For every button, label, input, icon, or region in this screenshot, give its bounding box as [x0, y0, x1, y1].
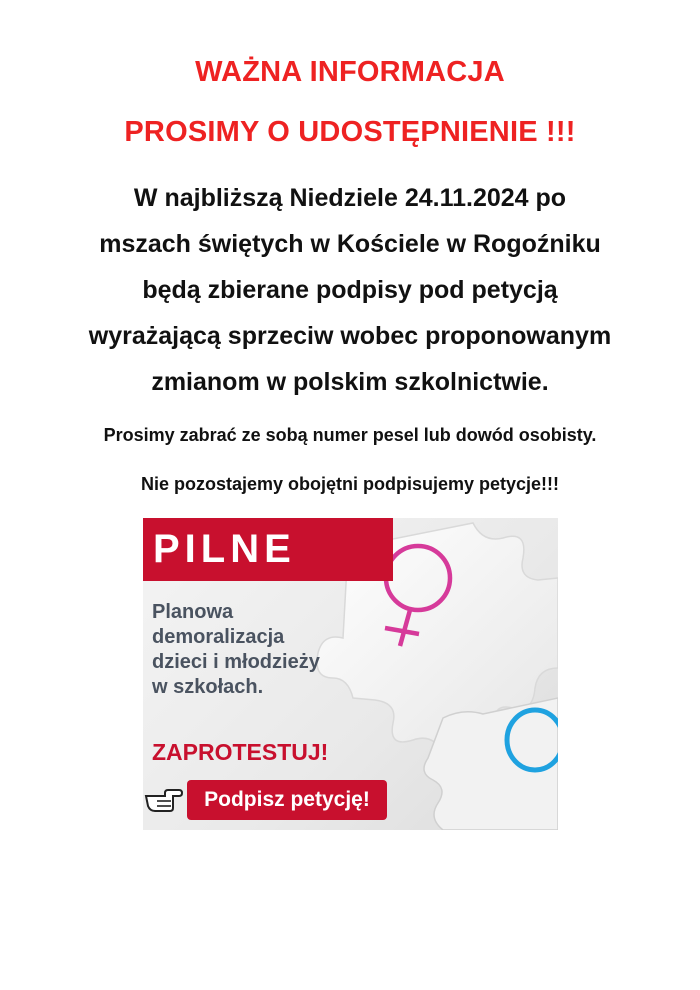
body-line: będą zbierane podpisy pod petycją: [142, 276, 558, 304]
banner-message-line: demoralizacja: [152, 626, 285, 648]
pilne-label: PILNE: [153, 527, 296, 571]
body-line: wyrażającą sprzeciw wobec proponowanym: [88, 322, 612, 350]
pilne-bar: [143, 518, 393, 581]
body-line: zmianom w polskim szkolnictwie.: [151, 368, 549, 396]
banner-message-line: w szkołach.: [152, 676, 264, 698]
announcement-body: [0, 175, 700, 405]
bring-id-note: Prosimy zabrać ze sobą numer pesel lub dowód osobisty.: [103, 425, 597, 445]
body-line: mszach świętych w Kościele w Rogoźniku: [99, 230, 601, 258]
protest-label: ZAPROTESTUJ!: [152, 739, 329, 765]
heading-line-1: WAŻNA INFORMACJA: [195, 56, 505, 88]
banner-message: [152, 600, 320, 700]
sign-petition-button: Podpisz petycję!: [187, 780, 387, 820]
banner-message-line: Planowa: [152, 601, 234, 623]
call-to-sign-note: Nie pozostajemy obojętni podpisujemy petycje!!!: [140, 474, 560, 494]
body-line: W najbliższą Niedziele 24.11.2024 po: [133, 184, 567, 212]
heading-line-2: PROSIMY O UDOSTĘPNIENIE !!!: [124, 116, 576, 148]
petition-banner-image: [143, 518, 558, 830]
pointing-hand-icon: [143, 784, 183, 814]
banner-message-line: dzieci i młodzieży: [152, 651, 320, 673]
